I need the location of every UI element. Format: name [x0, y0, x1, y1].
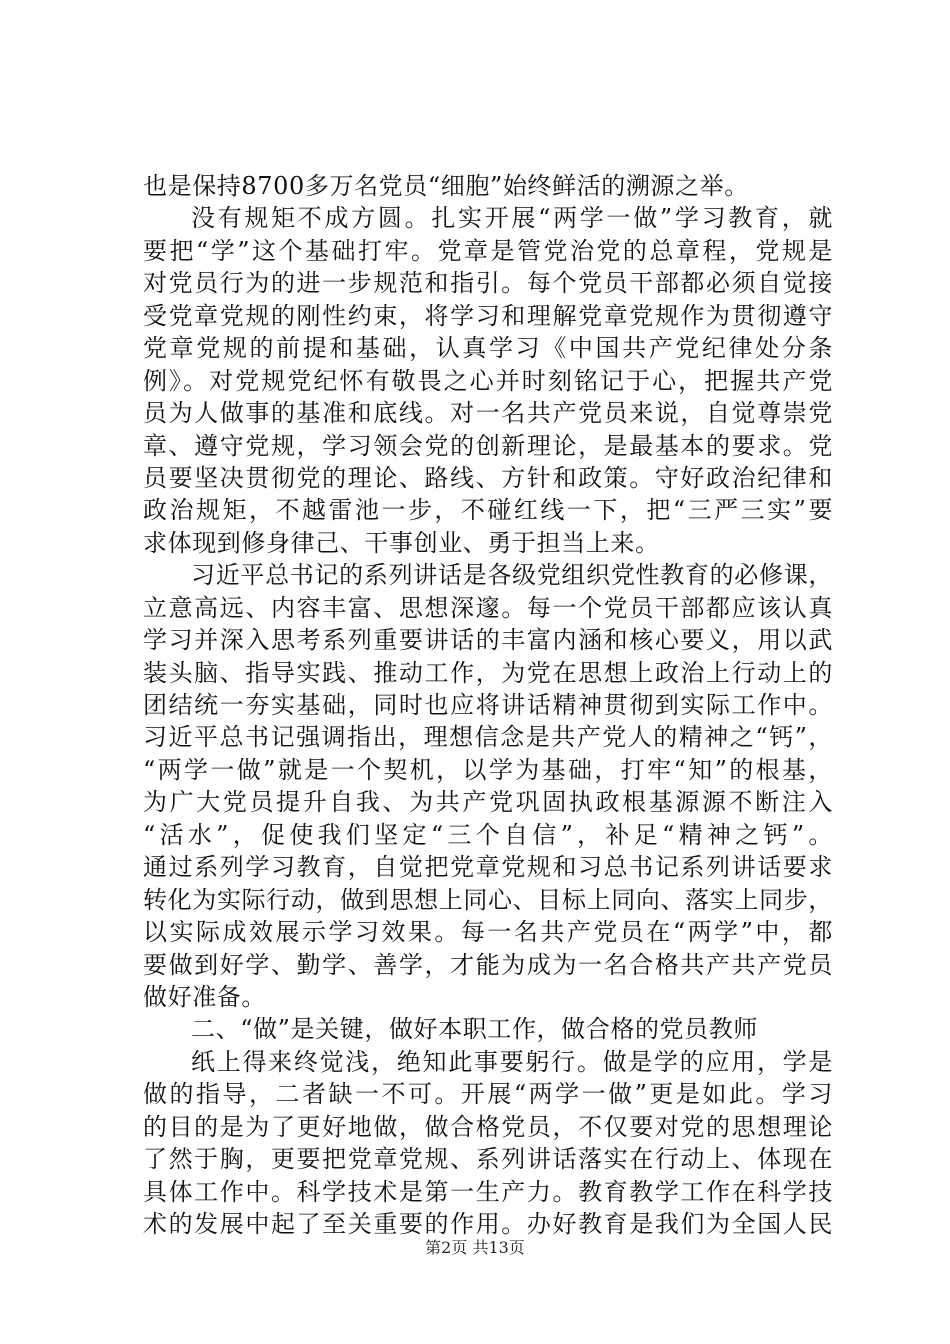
- text-line: 党章党规的前提和基础，认真学习《中国共产党纪律处分条: [143, 334, 833, 363]
- text-line: 政治规矩，不越雷池一步，不碰红线一下，把“三严三实”要: [143, 496, 833, 525]
- text-line: 求体现到修身律己、干事创业、勇于担当上来。: [143, 528, 660, 557]
- text-line: 以实际成效展示学习效果。每一名共产党员在“两学”中，都: [143, 918, 833, 947]
- text-line: 对党员行为的进一步规范和指引。每个党员干部都必须自觉接: [143, 269, 833, 298]
- text-line: 了然于胸，更要把党章党规、系列讲话落实在行动上、体现在: [143, 1145, 833, 1174]
- text-line: 做的指导，二者缺一不可。开展“两学一做”更是如此。学习: [143, 1080, 833, 1109]
- text-line: 纸上得来终觉浅，绝知此事要躬行。做是学的应用，学是: [191, 1047, 833, 1076]
- text-line: 通过系列学习教育，自觉把党章党规和习总书记系列讲话要求: [143, 853, 833, 882]
- text-line: 的目的是为了更好地做，做合格党员，不仅要对党的思想理论: [143, 1112, 833, 1141]
- text-line: 转化为实际行动，做到思想上同心、目标上同向、落实上同步，: [143, 885, 833, 914]
- text-line: 习近平总书记强调指出，理想信念是共产党人的精神之“钙”，: [143, 723, 833, 752]
- text-line: 要把“学”这个基础打牢。党章是管党治党的总章程，党规是: [143, 236, 833, 265]
- text-line: 习近平总书记的系列讲话是各级党组织党性教育的必修课，: [191, 561, 833, 590]
- text-line: 具体工作中。科学技术是第一生产力。教育教学工作在科学技: [143, 1177, 833, 1206]
- text-line: 学习并深入思考系列重要讲话的丰富内涵和核心要义，用以武: [143, 626, 833, 655]
- page-footer: 第2页 共13页: [425, 1238, 525, 1257]
- body-text: [143, 170, 833, 1240]
- text-line: 术的发展中起了至关重要的作用。办好教育是我们为全国人民: [143, 1210, 833, 1238]
- text-line: 装头脑、指导实践、推动工作，为党在思想上政治上行动上的: [143, 658, 833, 687]
- text-line: 章、遵守党规，学习领会党的创新理论，是最基本的要求。党: [143, 431, 833, 460]
- text-line: 做好准备。: [143, 982, 266, 1011]
- text-line: 也是保持8700多万名党员“细胞”始终鲜活的溯源之举。: [143, 172, 749, 200]
- text-line: 没有规矩不成方圆。扎实开展“两学一做”学习教育，就: [191, 204, 833, 233]
- text-line: 员要坚决贯彻党的理论、路线、方针和政策。守好政治纪律和: [143, 463, 833, 492]
- text-line: 为广大党员提升自我、为共产党巩固执政根基源源不断注入: [143, 788, 833, 817]
- text-line: “活水”，促使我们坚定“三个自信”，补足“精神之钙”。: [143, 820, 833, 849]
- text-line: 受党章党规的刚性约束，将学习和理解党章党规作为贯彻遵守: [143, 301, 833, 330]
- text-line: 要做到好学、勤学、善学，才能为成为一名合格共产共产党员: [143, 950, 833, 979]
- text-line: “两学一做”就是一个契机，以学为基础，打牢“知”的根基，: [143, 755, 833, 784]
- text-line: 立意高远、内容丰富、思想深邃。每一个党员干部都应该认真: [143, 593, 833, 622]
- text-line: 二、“做”是关键，做好本职工作，做合格的党员教师: [191, 1015, 758, 1044]
- text-line: 团结统一夯实基础，同时也应将讲话精神贯彻到实际工作中。: [143, 691, 833, 719]
- text-line: 例》。对党规党纪怀有敬畏之心并时刻铭记于心，把握共产党: [143, 366, 833, 395]
- text-line: 员为人做事的基准和底线。对一名共产党员来说，自觉尊崇党: [143, 399, 833, 428]
